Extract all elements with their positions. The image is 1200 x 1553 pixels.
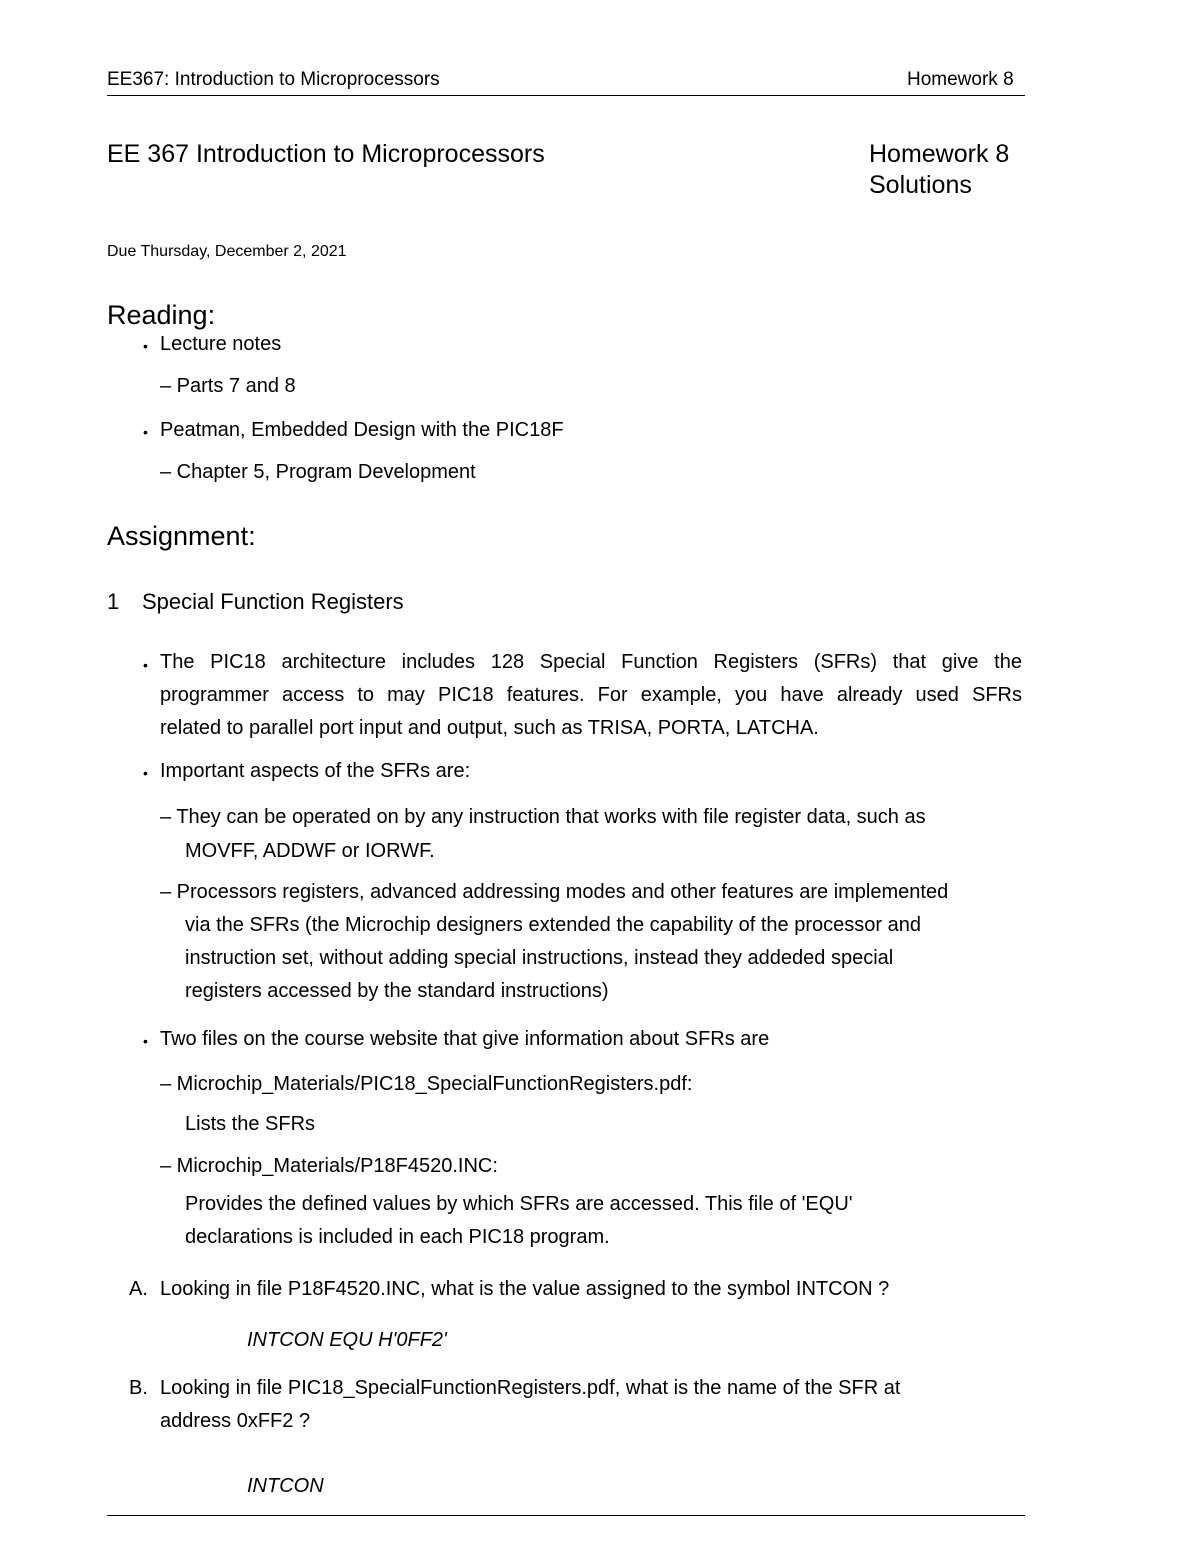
sfr-file-2-path: – Microchip_Materials/P18F4520.INC: [160, 1155, 498, 1177]
sfr-aspect-2-line-3: instruction set, without adding special instructions, instead they addeded special [185, 947, 894, 969]
reading-subitem-parts: – Parts 7 and 8 [160, 375, 296, 397]
running-header-label: Homework 8 [907, 69, 1014, 90]
bullet-marker: • [143, 338, 148, 354]
footer-rule [107, 1515, 1025, 1516]
sfr-file-1-path: – Microchip_Materials/PIC18_SpecialFunctionRegisters.pdf: [160, 1073, 693, 1095]
sfr-aspects-lead: Important aspects of the SFRs are: [160, 760, 471, 782]
question-b-line-2: address 0xFF2 ? [160, 1410, 311, 1432]
sfr-file-2-desc-line-2: declarations is included in each PIC18 program. [185, 1226, 610, 1248]
sfr-files-lead: Two files on the course website that give information about SFRs are [160, 1028, 770, 1050]
sfr-aspect-1-line-2: MOVFF, ADDWF or IORWF. [185, 840, 435, 862]
header-rule [107, 95, 1025, 96]
sfr-aspect-1-line-1: – They can be operated on by any instruction that works with file register data, such as [160, 806, 926, 828]
sfr-intro-line-1: The PIC18 architecture includes 128 Special Function Registers (SFRs) that give the [160, 651, 1022, 673]
reading-heading: Reading: [107, 300, 216, 330]
due-date: Due Thursday, December 2, 2021 [107, 243, 347, 260]
sfr-file-2-desc-line-1: Provides the defined values by which SFRs are accessed. This file of 'EQU' [185, 1193, 853, 1215]
bullet-marker: • [143, 424, 148, 440]
sfr-aspect-2-line-2: via the SFRs (the Microchip designers extended the capability of the processor and [185, 914, 921, 936]
question-a-text: Looking in file P18F4520.INC, what is the value assigned to the symbol INTCON ? [160, 1278, 890, 1300]
reading-item-lecture-notes: Lecture notes [160, 333, 282, 355]
question-a-label: A. [129, 1278, 148, 1300]
sfr-intro-line-3: related to parallel port input and output, such as TRISA, PORTA, LATCHA. [160, 717, 819, 739]
sfr-file-1-desc: Lists the SFRs [185, 1113, 316, 1135]
bullet-marker: • [143, 765, 148, 781]
homework-number: Homework 8 [869, 140, 1010, 168]
question-b-line-1: Looking in file PIC18_SpecialFunctionRegisters.pdf, what is the name of the SFR at [160, 1377, 901, 1399]
page-title: EE 367 Introduction to Microprocessors [107, 140, 545, 168]
reading-item-peatman: Peatman, Embedded Design with the PIC18F [160, 419, 564, 441]
sfr-intro-line-2: programmer access to may PIC18 features. For example, you have already used SFRs [160, 684, 1022, 706]
question-b-answer: INTCON [247, 1475, 324, 1497]
assignment-heading: Assignment: [107, 521, 256, 551]
sfr-intro-paragraph [160, 646, 1022, 712]
question-a-answer: INTCON EQU H'0FF2' [247, 1329, 447, 1351]
reading-subitem-chapter: – Chapter 5, Program Development [160, 461, 476, 483]
bullet-marker: • [143, 657, 148, 673]
running-header-course: EE367: Introduction to Microprocessors [107, 69, 440, 90]
section-title: Special Function Registers [142, 589, 404, 614]
homework-solutions-label: Solutions [869, 171, 972, 199]
question-b-label: B. [129, 1377, 148, 1399]
bullet-marker: • [143, 1033, 148, 1049]
section-number: 1 [107, 589, 120, 614]
sfr-aspect-2-line-1: – Processors registers, advanced addressing modes and other features are implemented [160, 881, 949, 903]
sfr-aspect-2-line-4: registers accessed by the standard instructions) [185, 980, 609, 1002]
